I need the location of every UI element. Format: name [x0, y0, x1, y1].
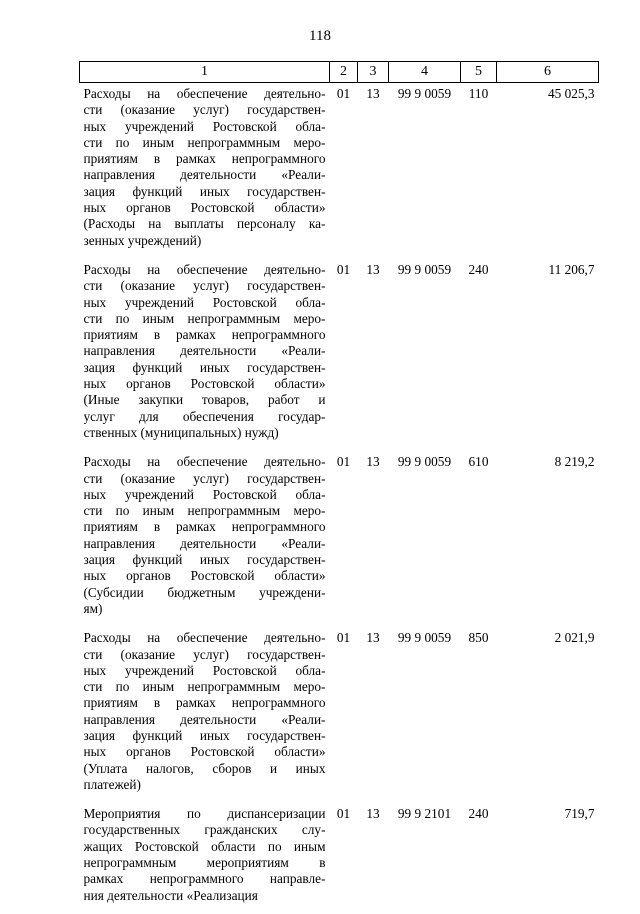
description-line: зация функций иных государствен- — [83, 183, 326, 199]
description-line: (Субсидии бюджетным учреждени- — [83, 584, 326, 600]
description-line: Расходы на обеспечение деятельно- — [83, 86, 326, 101]
description-line: сти (оказание услуг) государствен- — [83, 102, 326, 118]
target-article-code: 99 9 0059 — [397, 261, 452, 277]
description-line: зация функций иных государствен- — [83, 727, 326, 743]
description-line: Расходы на обеспечение деятельно- — [83, 630, 326, 646]
header-col-2: 2 — [330, 62, 358, 83]
description-line: приятиям в рамках непрограммного — [83, 519, 326, 535]
subsection-code: 13 — [366, 630, 380, 646]
table-row — [80, 803, 599, 914]
description-line: приятиям в рамках непрограммного — [83, 151, 326, 167]
description-line: ных учреждений Ростовской обла- — [83, 294, 326, 310]
budget-table — [79, 61, 599, 914]
description-line: сти по иным непрограммным меро- — [83, 679, 326, 695]
description-line: (Уплата налогов, сборов и иных — [83, 760, 326, 776]
section-code: 01 — [336, 806, 351, 822]
description-line: направления деятельности «Реали- — [83, 711, 326, 727]
description-line: ния деятельности «Реализация — [83, 887, 258, 903]
description-line: государственных гражданских слу- — [83, 822, 326, 838]
table-row — [80, 627, 599, 803]
description-line: направления деятельности «Реали- — [83, 535, 326, 551]
description-line: ных учреждений Ростовской обла- — [83, 118, 326, 134]
header-col-5: 5 — [461, 62, 497, 83]
description-line: направления деятельности «Реали- — [83, 167, 326, 183]
header-row — [80, 62, 599, 83]
description-line: платежей) — [83, 776, 141, 792]
description-line: услуг для обеспечения государ- — [83, 408, 326, 424]
row-description — [80, 627, 330, 803]
section-code: 01 — [336, 86, 351, 101]
header-col-4: 4 — [389, 62, 461, 83]
description-line: (Иные закупки товаров, работ и — [83, 392, 326, 408]
subsection-code: 13 — [366, 261, 380, 277]
table-row — [80, 259, 599, 451]
description-line: рамках непрограммного направле- — [83, 871, 326, 887]
description-line: ных учреждений Ростовской обла- — [83, 486, 326, 502]
description-line: ственных (муниципальных) нужд) — [83, 424, 279, 440]
expense-type-code: 240 — [468, 261, 489, 277]
description-line: зация функций иных государствен- — [83, 359, 326, 375]
target-article-code: 99 9 0059 — [397, 630, 452, 646]
subsection-code: 13 — [366, 86, 380, 101]
header-col-1: 1 — [80, 62, 330, 83]
amount: 45 025,3 — [547, 86, 595, 101]
description-line: приятиям в рамках непрограммного — [83, 695, 326, 711]
subsection-code: 13 — [366, 454, 380, 470]
description-line: зация функций иных государствен- — [83, 552, 326, 568]
description-line: сти (оказание услуг) государствен- — [83, 646, 326, 662]
section-code: 01 — [336, 454, 351, 470]
expense-type-code: 610 — [468, 454, 489, 470]
table-row — [80, 83, 599, 259]
amount: 11 206,7 — [548, 261, 595, 277]
description-line: непрограммным мероприятиям в — [83, 855, 326, 871]
description-line: направления деятельности «Реали- — [83, 343, 326, 359]
amount: 8 219,2 — [554, 454, 595, 470]
table-body — [80, 83, 599, 914]
row-description — [80, 83, 330, 259]
amount: 2 021,9 — [554, 630, 595, 646]
description-line: ных органов Ростовской области» — [83, 744, 326, 760]
target-article-code: 99 9 2101 — [397, 806, 452, 822]
subsection-code: 13 — [366, 806, 380, 822]
description-line: сти по иным непрограммным меро- — [83, 134, 326, 150]
section-code: 01 — [336, 261, 351, 277]
row-description — [80, 451, 330, 627]
description-line: (Расходы на выплаты персоналу ка- — [83, 216, 326, 232]
description-line: Расходы на обеспечение деятельно- — [83, 454, 326, 470]
description-line: Расходы на обеспечение деятельно- — [83, 261, 326, 277]
expense-type-code: 850 — [468, 630, 489, 646]
table-row — [80, 451, 599, 627]
expense-type-code: 110 — [468, 86, 489, 101]
description-line: ных органов Ростовской области» — [83, 200, 326, 216]
description-line: жащих Ростовской области по иным — [83, 838, 326, 854]
description-line: сти по иным непрограммным меро- — [83, 503, 326, 519]
description-line: ям) — [83, 600, 103, 616]
description-line: ных органов Ростовской области» — [83, 568, 326, 584]
description-line: ных учреждений Ростовской обла- — [83, 662, 326, 678]
header-col-6: 6 — [497, 62, 599, 83]
header-col-3: 3 — [358, 62, 389, 83]
target-article-code: 99 9 0059 — [397, 86, 452, 101]
expense-type-code: 240 — [468, 806, 489, 822]
page-number: 118 — [309, 28, 331, 44]
description-line: Мероприятия по диспансеризации — [83, 806, 326, 822]
target-article-code: 99 9 0059 — [397, 454, 452, 470]
description-line: приятиям в рамках непрограммного — [83, 327, 326, 343]
row-description — [80, 803, 330, 914]
description-line: сти (оказание услуг) государствен- — [83, 278, 326, 294]
row-description — [80, 259, 330, 451]
description-line: сти (оказание услуг) государствен- — [83, 470, 326, 486]
section-code: 01 — [336, 630, 351, 646]
description-line: зенных учреждений) — [83, 232, 202, 248]
description-line: сти по иным непрограммным меро- — [83, 310, 326, 326]
description-line: ных органов Ростовской области» — [83, 376, 326, 392]
amount: 719,7 — [564, 806, 595, 822]
